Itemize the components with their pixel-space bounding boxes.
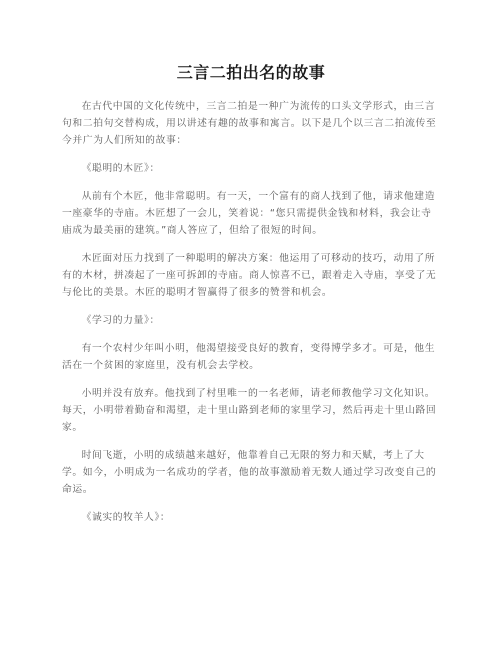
paragraph: 有一个农村少年叫小明，他渴望接受良好的教育，变得博学多才。可是，他生活在一个贫困的家庭里，没有机会去学校。 xyxy=(62,343,436,371)
paragraph: 小明并没有放弃。他找到了村里唯一的一名老师，请老师教他学习文化知识。每天，小明带着勤奋和渴望，走十里山路到老师的家里学习，然后再走十里山路回家。 xyxy=(62,388,437,433)
document-body xyxy=(62,98,440,537)
intro-paragraph: 在古代中国的文化传统中，三言二拍是一种广为流传的口头文学形式，由三言句和二拍句交替构成，用以讲述有趣的故事和寓言。以下是几个以三言二拍流传至今并广为人们所知的故事： xyxy=(62,101,437,146)
story-heading-shepherd: 《诚实的牧羊人》： xyxy=(81,512,171,523)
story-heading-learning: 《学习的力量》： xyxy=(81,315,160,326)
story-heading-carpenter: 《聪明的木匠》： xyxy=(81,163,160,174)
paragraph: 从前有个木匠，他非常聪明。有一天，一个富有的商人找到了他，请求他建造一座豪华的寺庙。木匠想了一会儿，笑着说：“您只需提供金钱和材料，我会让寺庙成为最美丽的建筑。”商人答应了，但给了很短的时间。 xyxy=(62,191,436,236)
document-title: 三言二拍出名的故事 xyxy=(176,63,326,82)
paragraph: 木匠面对压力找到了一种聪明的解决方案：他运用了可移动的技巧，动用了所有的木材，拼凑起了一座可拆卸的寺庙。商人惊喜不已，跟着走入寺庙，享受了无与伦比的美景。木匠的聪明才智赢得了很多的赞誉和机会。 xyxy=(62,253,437,298)
paragraph: 时间飞逝，小明的成绩越来越好，他靠着自己无限的努力和天赋，考上了大学。如今，小明成为一名成功的学者，他的故事激励着无数人通过学习改变自己的命运。 xyxy=(62,450,437,495)
